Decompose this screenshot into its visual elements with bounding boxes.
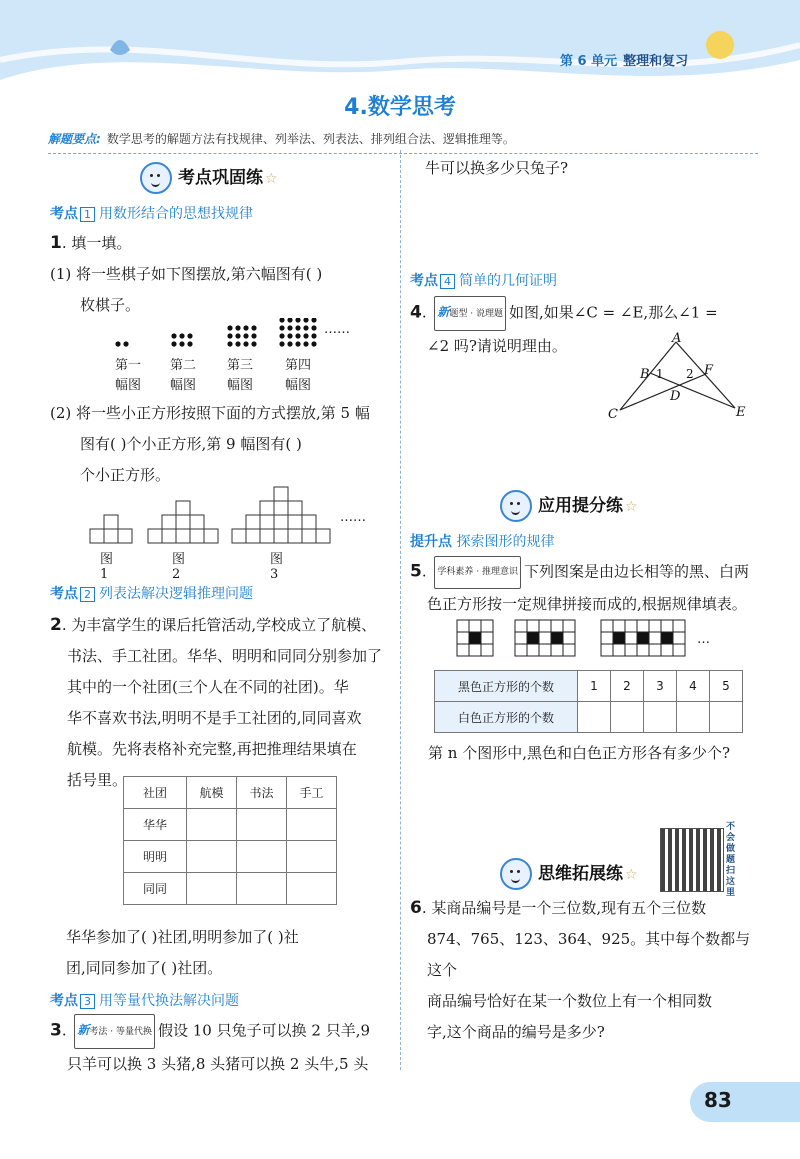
question-text: 括号里。 — [67, 771, 128, 789]
new-badge: 新 — [77, 1023, 90, 1037]
angle-label: 2 — [686, 367, 694, 381]
answer-cell[interactable] — [237, 873, 287, 905]
question-3: 3. 新考法 · 等量代换 假设 10 只兔子可以换 2 只羊,9 只羊可以换 3 头猪,8 头猪可以换 2 头牛,5 头 — [50, 1014, 395, 1080]
question-tag — [74, 1014, 155, 1049]
answer-cell[interactable] — [677, 702, 710, 733]
kaodian-num: 1 — [80, 207, 95, 222]
question-number: 4 — [410, 302, 422, 323]
point-label: A — [672, 331, 682, 346]
kaodian-text: 列表法解决逻辑推理问题 — [99, 586, 253, 602]
kaodian-text: 用等量代换法解决问题 — [99, 993, 239, 1009]
answer-line: 华华参加了( )社团,明明参加了( )社 — [66, 928, 299, 946]
caption: 幅图 — [169, 378, 196, 393]
answer-cell[interactable] — [287, 873, 337, 905]
mascot-icon — [500, 858, 532, 890]
q1-part2-line3: 个小正方形。 — [80, 466, 171, 484]
column-divider — [400, 150, 401, 1070]
angle-label: 1 — [656, 367, 664, 381]
question-number: 3 — [50, 1020, 62, 1041]
kaodian-num: 2 — [80, 587, 95, 602]
unit-title: 整理和复习 — [623, 54, 689, 69]
tips-text: 数学思考的解题方法有找规律、列举法、列表法、排列组合法、逻辑推理等。 — [106, 132, 515, 146]
kaodian-label: 考点 — [410, 273, 438, 289]
answer-cell[interactable] — [710, 702, 743, 733]
qr-code[interactable] — [660, 828, 724, 892]
question-number: 6 — [410, 898, 422, 918]
geometry-figure — [600, 330, 750, 425]
table-header-cell: 书法 — [237, 777, 287, 809]
answer-cell[interactable] — [237, 841, 287, 873]
answer-cell[interactable] — [644, 702, 677, 733]
question-number: 2 — [50, 615, 62, 635]
table-row — [124, 841, 337, 873]
question-text: 其中的一个社团(三个人在不同的社团)。华 — [67, 678, 349, 696]
question-6 — [410, 893, 765, 1048]
kaodian-num: 3 — [80, 994, 95, 1009]
caption: 幅图 — [284, 378, 311, 393]
question-tag — [434, 296, 506, 331]
point-label: B — [640, 367, 650, 382]
question-number: 1 — [50, 233, 62, 253]
question-text: 华不喜欢书法,明明不是手工社团的,同同喜欢 — [67, 709, 362, 727]
answer-cell[interactable] — [287, 841, 337, 873]
section-title: 考点巩固练 — [178, 168, 263, 188]
tishengdian-text: 探索图形的规律 — [456, 534, 555, 550]
question-text: 只羊可以换 3 头猪,8 头猪可以换 2 头牛,5 头 — [67, 1055, 369, 1073]
table-cell: 2 — [611, 671, 644, 702]
caption: 图2 — [172, 552, 186, 582]
section-title: 应用提分练 — [538, 496, 623, 516]
kaodian-label: 考点 — [50, 586, 78, 602]
question-text: 下列图案是由边长相等的黑、白两 — [523, 562, 749, 581]
question-text: 航模。先将表格补充完整,再把推理结果填在 — [67, 740, 357, 758]
unit-label — [560, 50, 688, 69]
question-1-part2 — [50, 398, 395, 491]
question-2-answer — [66, 922, 396, 984]
chess-pattern-figures — [110, 318, 360, 358]
table-row-label: 明明 — [124, 841, 187, 873]
tips-label: 解题要点: — [48, 132, 101, 146]
section-title: 思维拓展练 — [538, 864, 623, 884]
question-3-continued: 牛可以换多少只兔子? — [425, 159, 569, 177]
black-white-pattern-figures — [455, 618, 715, 658]
kaodian-4 — [410, 270, 557, 290]
answer-cell[interactable] — [287, 809, 337, 841]
kaodian-num: 4 — [440, 274, 455, 289]
table-row-label: 同同 — [124, 873, 187, 905]
question-tag: 学科素养 · 推理意识 — [434, 556, 521, 589]
question-text: 如图,如果∠C = ∠E,那么∠1 = — [509, 303, 718, 322]
point-label: E — [736, 405, 746, 420]
kaodian-label: 考点 — [50, 206, 78, 222]
point-label: F — [704, 363, 714, 378]
header-banner — [0, 0, 800, 90]
pattern-table — [434, 670, 743, 733]
table-header-cell: 社团 — [124, 777, 187, 809]
section-consolidate — [140, 162, 278, 194]
question-text: 商品编号恰好在某一个数位上有一个相同数 — [427, 992, 713, 1010]
answer-cell[interactable] — [187, 873, 237, 905]
caption: 幅图 — [226, 378, 253, 393]
row-label: 黑色正方形的个数 — [435, 671, 578, 702]
tishengdian — [410, 531, 554, 551]
squares-ellipsis: …… — [340, 510, 366, 525]
qr-hint: 不会做题扫这里 — [726, 822, 736, 898]
caption: 图1 — [100, 552, 114, 582]
table-header-cell: 手工 — [287, 777, 337, 809]
point-label: D — [670, 389, 681, 404]
question-text: . 某商品编号是一个三位数,现有五个三位数 — [421, 899, 707, 917]
table-row-label: 华华 — [124, 809, 187, 841]
section-expand — [500, 858, 638, 890]
kaodian-text: 用数形结合的思想找规律 — [99, 206, 253, 222]
question-text: . 填一填。 — [61, 234, 132, 252]
q1-part2-line2: 图有( )个小正方形,第 9 幅图有( ) — [80, 435, 302, 453]
page-number-tab — [690, 1082, 800, 1122]
question-number: 5 — [410, 561, 422, 582]
question-text: 色正方形按一定规律拼接而成的,根据规律填表。 — [427, 595, 747, 613]
answer-line: 团,同同参加了( )社团。 — [66, 959, 223, 977]
kaodian-2 — [50, 583, 253, 603]
tips-bar — [48, 130, 758, 154]
question-text: 假设 10 只兔子可以换 2 只羊,9 — [158, 1021, 371, 1040]
question-5: 5. 学科素养 · 推理意识 下列图案是由边长相等的黑、白两 色正方形按一定规律拼接而成的,根据规律填表。 — [410, 556, 760, 620]
point-label: C — [608, 407, 618, 422]
kaodian-3 — [50, 990, 239, 1010]
page-number: 83 — [704, 1088, 732, 1112]
pattern-ellipsis: … — [697, 632, 710, 647]
caption: 第四 — [284, 358, 311, 373]
unit-number: 第 6 单元 — [560, 54, 618, 69]
kaodian-label: 考点 — [50, 993, 78, 1009]
question-text: 874、765、123、364、925。其中每个数都与这个 — [427, 930, 751, 979]
q1-part1-line2: 枚棋子。 — [80, 296, 141, 314]
q1-part1-line1: (1) 将一些棋子如下图摆放,第六幅图有( ) — [50, 265, 323, 283]
table-cell: 5 — [710, 671, 743, 702]
table-row — [124, 873, 337, 905]
club-table — [123, 776, 337, 905]
caption: 图3 — [270, 552, 284, 582]
caption: 第三 — [226, 358, 253, 373]
answer-cell[interactable] — [611, 702, 644, 733]
answer-cell[interactable] — [237, 809, 287, 841]
section-improve — [500, 490, 638, 522]
mascot-icon — [140, 162, 172, 194]
table-cell: 4 — [677, 671, 710, 702]
kaodian-text: 简单的几何证明 — [459, 273, 557, 289]
caption: 第二 — [169, 358, 196, 373]
caption: 幅图 — [114, 378, 141, 393]
star-icon: ☆ — [625, 499, 638, 515]
mascot-icon — [500, 490, 532, 522]
table-cell: 1 — [578, 671, 611, 702]
question-1 — [50, 228, 390, 321]
page-title: 4.数学思考 — [344, 95, 456, 120]
answer-cell[interactable] — [187, 809, 237, 841]
chess-ellipsis: …… — [324, 322, 350, 337]
table-header-cell: 航模 — [187, 777, 237, 809]
question-text: 书法、手工社团。华华、明明和同同分别参加了 — [67, 647, 383, 665]
question-text: . 为丰富学生的课后托管活动,学校成立了航模、 — [61, 616, 377, 634]
answer-cell[interactable] — [578, 702, 611, 733]
tag-text: 题型 · 说理题 — [449, 309, 503, 319]
question-text: 字,这个商品的编号是多少? — [427, 1023, 605, 1041]
row-label: 白色正方形的个数 — [435, 702, 578, 733]
tag-text: 考法 · 等量代换 — [89, 1027, 152, 1037]
table-cell: 3 — [644, 671, 677, 702]
question-5-ask: 第 n 个图形中,黑色和白色正方形各有多少个? — [428, 744, 731, 762]
star-icon: ☆ — [625, 867, 638, 883]
question-4: 4. 新题型 · 说理题 如图,如果∠C = ∠E,那么∠1 = ∠2 吗?请说明理由。 — [410, 296, 760, 362]
q1-part2-line1: (2) 将一些小正方形按照下面的方式摆放,第 5 幅 — [50, 404, 370, 422]
caption: 第一 — [114, 358, 141, 373]
question-2 — [50, 610, 395, 796]
star-icon: ☆ — [265, 171, 278, 187]
new-badge: 新 — [437, 305, 450, 319]
answer-cell[interactable] — [187, 841, 237, 873]
question-text: ∠2 吗?请说明理由。 — [427, 337, 567, 355]
kaodian-1 — [50, 203, 253, 223]
tishengdian-label: 提升点 — [410, 534, 452, 550]
table-row — [124, 809, 337, 841]
square-pattern-figures — [88, 485, 338, 547]
